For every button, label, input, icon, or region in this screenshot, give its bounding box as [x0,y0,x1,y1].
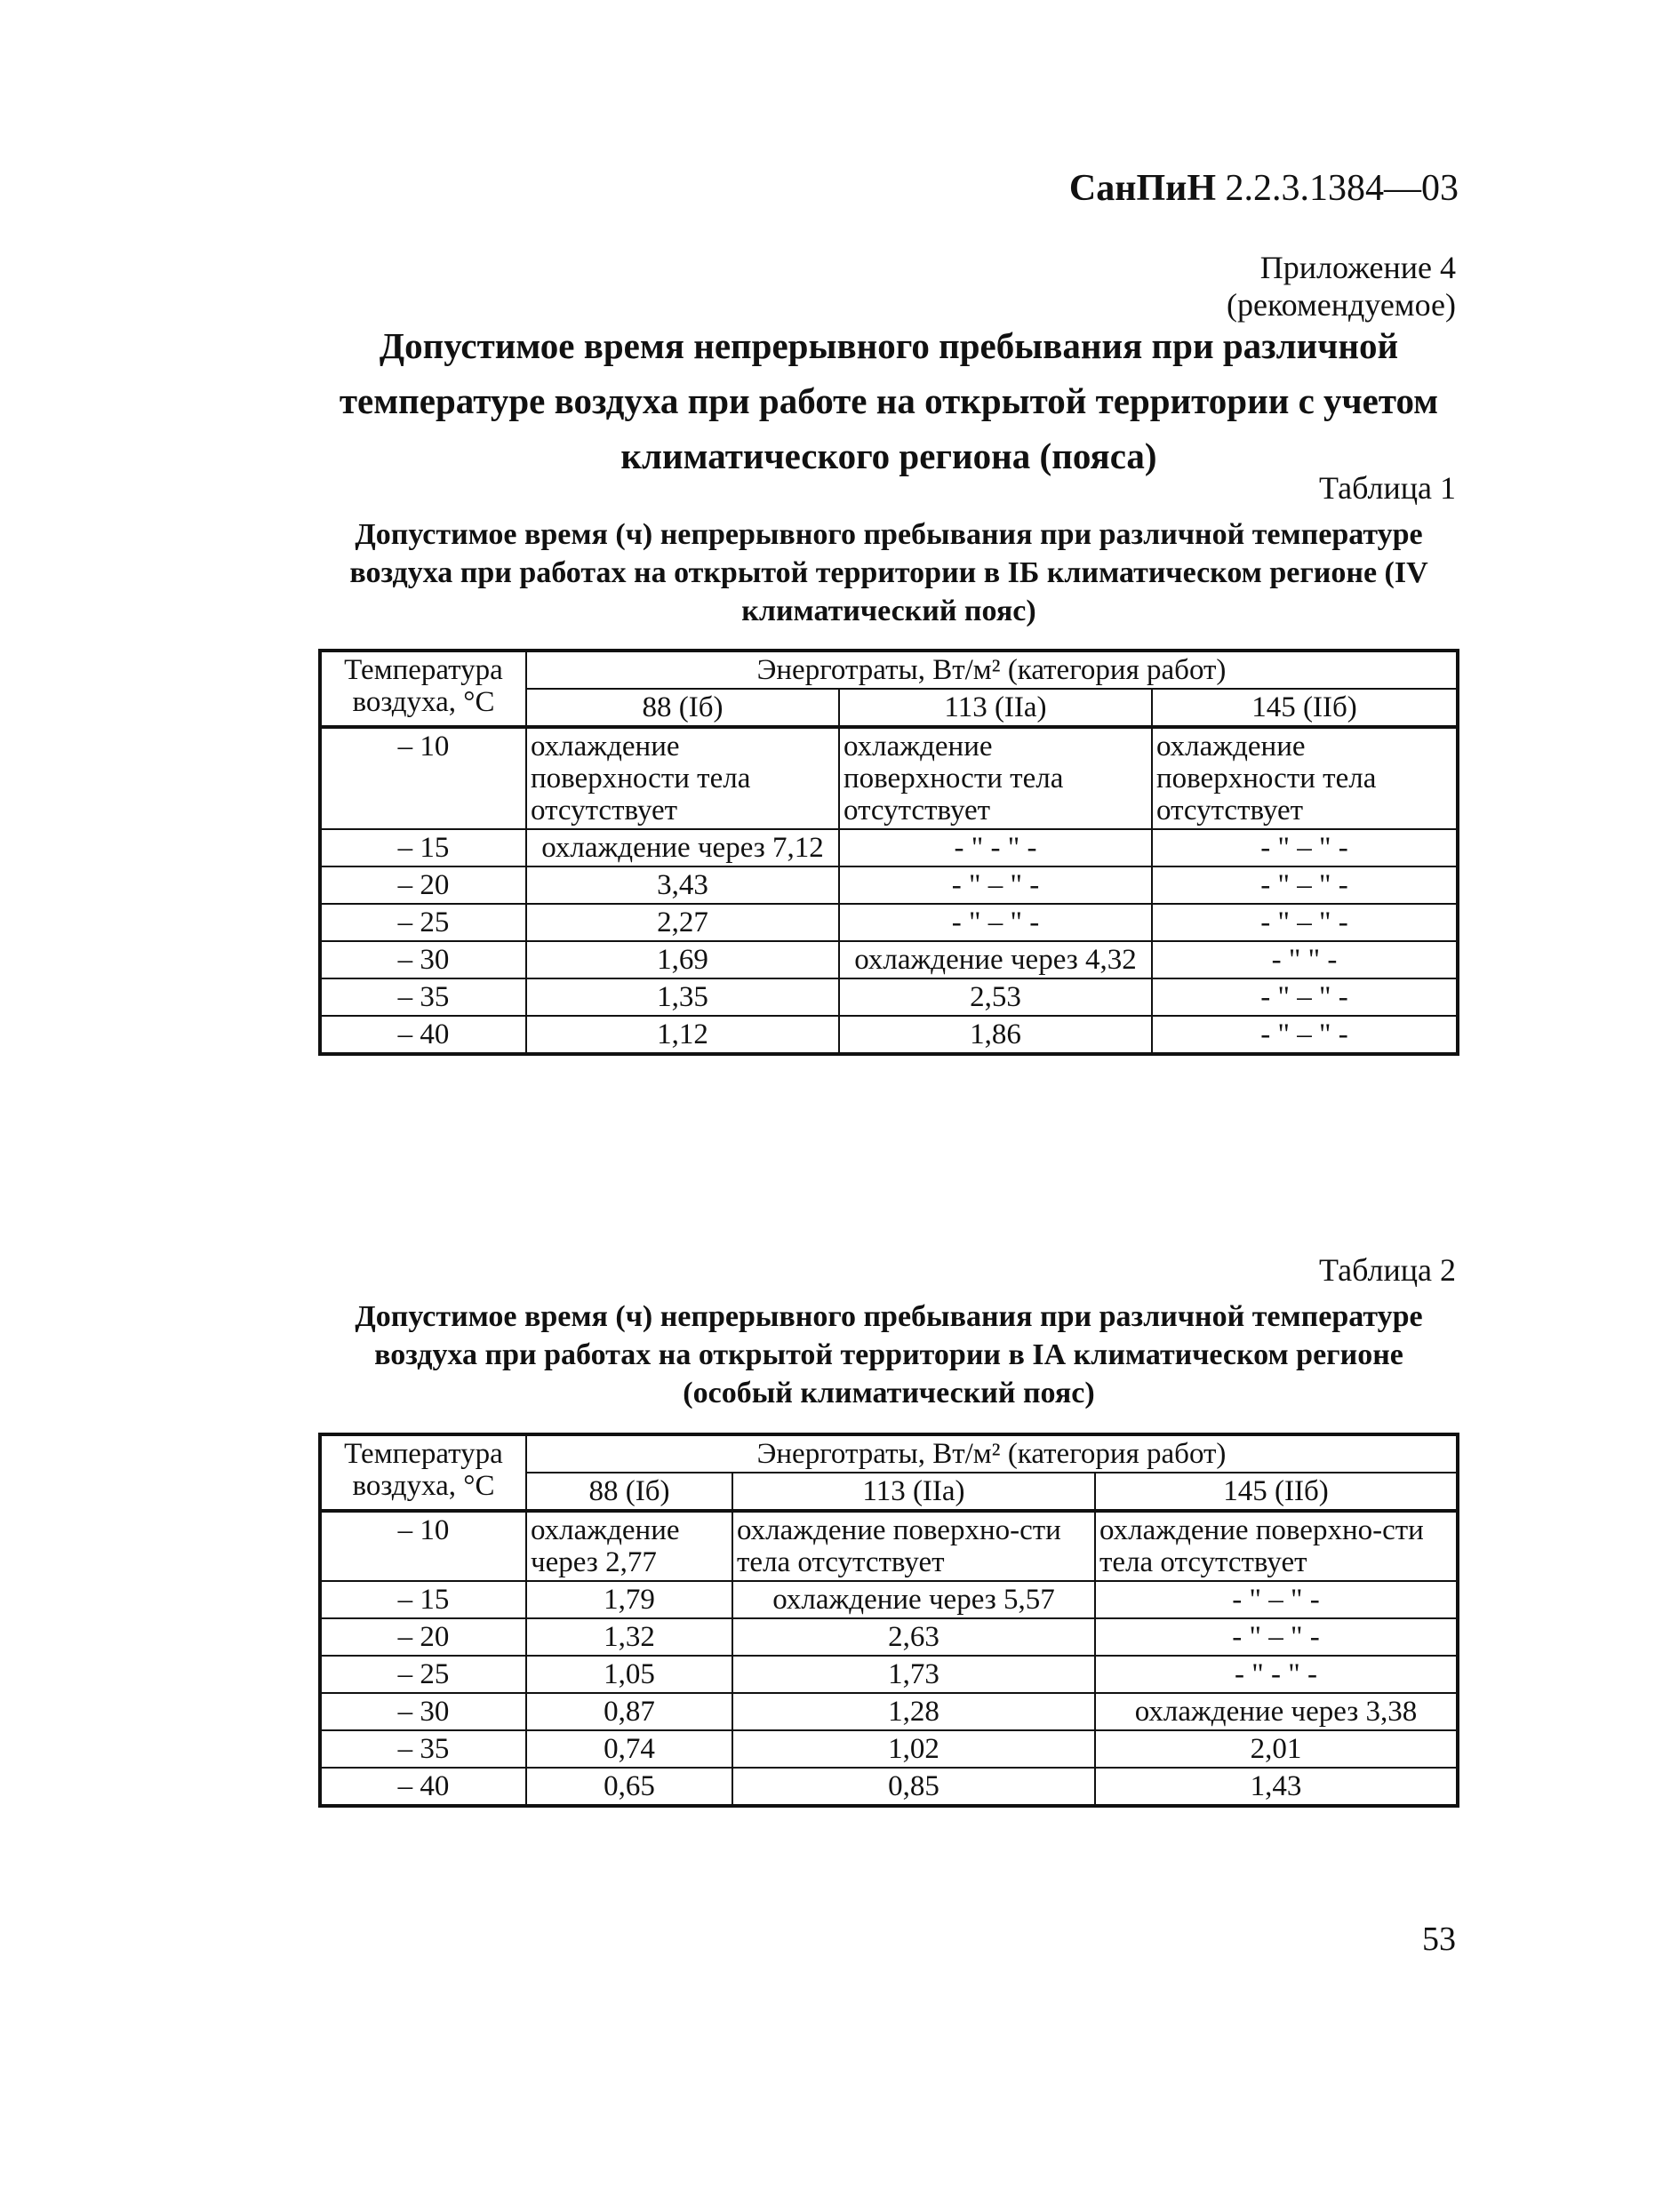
table-row [320,1656,1458,1693]
appendix-label: Приложение 4 [1259,250,1456,285]
table1-cell: охлаждение поверхности тела отсутствует [526,727,839,829]
table2-cell: - " - " - [1095,1656,1458,1693]
table1-cell-temp: – 15 [320,829,526,866]
table1-cell: 1,35 [526,978,839,1016]
table2-cell-temp: – 10 [320,1511,526,1581]
page-number: 53 [1422,1921,1456,1958]
table1-subheader-113: 113 (IIа) [839,689,1152,727]
table2-subheader-145: 145 (IIб) [1095,1473,1458,1511]
table2-cell: 0,87 [526,1693,732,1730]
table2-cell: охлаждение поверхно-сти тела отсутствует [1095,1511,1458,1581]
table-row [320,866,1458,904]
table2-subheader-113: 113 (IIа) [732,1473,1095,1511]
table1-cell: - " – " - [1152,829,1458,866]
table-row [320,941,1458,978]
table1-subheader-145: 145 (IIб) [1152,689,1458,727]
table2-cell: 0,85 [732,1768,1095,1806]
table2 [318,1433,1459,1808]
table1-cell-temp: – 35 [320,978,526,1016]
table1-cell-temp: – 30 [320,941,526,978]
table2-cell-temp: – 30 [320,1693,526,1730]
table-row [320,1730,1458,1768]
table1-cell: - " – " - [839,866,1152,904]
table1-header-temperature: Температура воздуха, °С [320,651,526,727]
table2-cell-temp: – 40 [320,1768,526,1806]
table1-subheader-88: 88 (Iб) [526,689,839,727]
table1-cell: - " – " - [1152,904,1458,941]
table2-cell: 2,01 [1095,1730,1458,1768]
table-row [320,1618,1458,1656]
table-row [320,1693,1458,1730]
table1-cell-temp: – 20 [320,866,526,904]
appendix-note: (рекомендуемое) [1227,287,1456,323]
table2-cell: 1,32 [526,1618,732,1656]
table2-cell: 0,74 [526,1730,732,1768]
table2-cell: охлаждение через 5,57 [732,1581,1095,1618]
table-row [320,904,1458,941]
table2-cell-temp: – 15 [320,1581,526,1618]
table-row [320,1511,1458,1581]
table2-cell: охлаждение поверхно-сти тела отсутствует [732,1511,1095,1581]
table1-cell: охлаждение поверхности тела отсутствует [839,727,1152,829]
document-code-bold: СанПиН [1068,168,1216,209]
table1-cell: охлаждение через 7,12 [526,829,839,866]
table1-cell: охлаждение поверхности тела отсутствует [1152,727,1458,829]
table2-title: Допустимое время (ч) непрерывного пребывания при различной температуре воздуха при работах на открытой территории в IА климатическом регионе (особый климатический пояс) [355,1300,1423,1409]
table2-cell: 1,79 [526,1581,732,1618]
table1-cell-temp: – 10 [320,727,526,829]
table1-cell: 1,12 [526,1016,839,1054]
table-row [320,1581,1458,1618]
table2-cell: - " – " - [1095,1618,1458,1656]
table1-cell: 2,27 [526,904,839,941]
table2-cell: охлаждение через 2,77 [526,1511,732,1581]
table2-cell-temp: – 20 [320,1618,526,1656]
table1-cell: - " – " - [1152,978,1458,1016]
table1-cell: 2,53 [839,978,1152,1016]
table2-cell-temp: – 25 [320,1656,526,1693]
table1 [318,649,1459,1056]
table1-cell: - " - " - [839,829,1152,866]
table2-label: Таблица 2 [1319,1252,1456,1288]
table-row [320,829,1458,866]
table2-cell-temp: – 35 [320,1730,526,1768]
table2-cell: 2,63 [732,1618,1095,1656]
document-code [1069,167,1459,210]
page-title: Допустимое время непрерывного пребывания при различной температуре воздуха при работе на открытой территории с учетом климатического региона (пояса) [339,325,1439,476]
table1-cell: 1,86 [839,1016,1152,1054]
table2-cell: 0,65 [526,1768,732,1806]
table1-cell: охлаждение через 4,32 [839,941,1152,978]
table-row [320,978,1458,1016]
table1-cell: 3,43 [526,866,839,904]
table1-header-energy: Энерготраты, Вт/м² (категория работ) [526,651,1458,689]
table1-cell: - " – " - [1152,866,1458,904]
table1-title: Допустимое время (ч) непрерывного пребывания при различной температуре воздуха при работах на открытой территории в IБ климатическом регионе (IV климатический пояс) [349,518,1428,627]
table2-header-temperature: Температура воздуха, °С [320,1434,526,1511]
table1-label: Таблица 1 [1319,470,1456,506]
table2-cell: 1,28 [732,1693,1095,1730]
table2-cell: 1,43 [1095,1768,1458,1806]
table2-cell: 1,05 [526,1656,732,1693]
table2-cell: 1,02 [732,1730,1095,1768]
table2-cell: - " – " - [1095,1581,1458,1618]
table1-cell: - " " - [1152,941,1458,978]
document-code-number: 2.2.3.1384—03 [1216,168,1459,209]
table2-cell: 1,73 [732,1656,1095,1693]
table1-cell: - " – " - [839,904,1152,941]
table2-header-energy: Энерготраты, Вт/м² (категория работ) [526,1434,1458,1473]
table-row [320,1768,1458,1806]
table1-cell: 1,69 [526,941,839,978]
table2-cell: охлаждение через 3,38 [1095,1693,1458,1730]
table-row [320,727,1458,829]
table2-subheader-88: 88 (Iб) [526,1473,732,1511]
table1-cell-temp: – 40 [320,1016,526,1054]
table1-cell-temp: – 25 [320,904,526,941]
table1-cell: - " – " - [1152,1016,1458,1054]
table-row [320,1016,1458,1054]
